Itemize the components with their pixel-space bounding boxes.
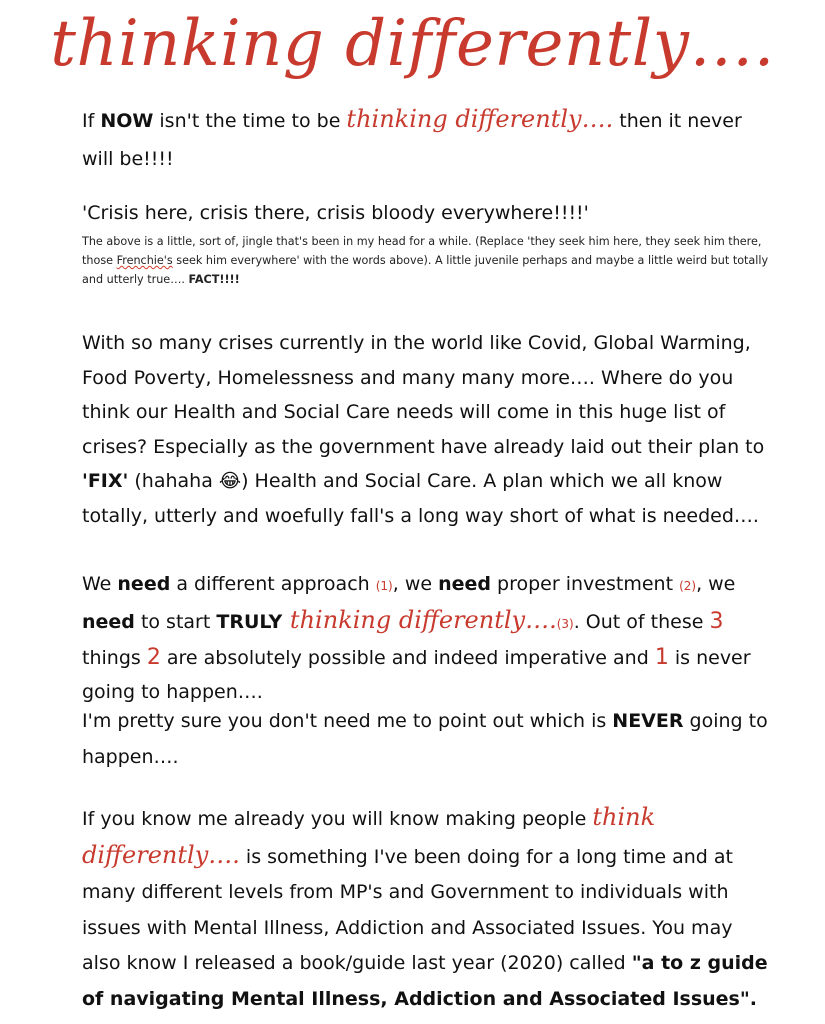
need-start: to start [134,611,217,633]
crises-text-pre: With so many crises currently in the world like Covid, Global Warming, Food Poverty, Homelessness and many many more…. Where do you think our Health and Social Care needs will come in this huge list of crises? Especially as the government have already laid out their plan to [82,332,765,458]
need-number-2: 2 [146,645,161,670]
sure-text-post: going to happen…. [82,710,768,768]
need-are: are absolutely possible and indeed imperative and [160,647,655,669]
need-bold-3: need [82,611,135,633]
intro-text-pre: If [82,110,101,132]
need-we-3: , we [696,573,736,595]
need-we-2: , we [392,573,439,595]
need-ref-1: (1) [375,579,393,593]
intro-now: NOW [100,110,154,132]
need-number-1: 1 [654,645,669,670]
need-truly: TRULY [216,611,283,633]
sure-text-pre: I'm pretty sure you don't need me to point out which is [82,710,613,732]
jingle-note-frenchie: Frenchie's [116,254,173,267]
need-out-of: . Out of these [573,611,710,633]
need-things: things [82,647,147,669]
know-text-pre: If you know me already you will know making people [82,808,593,830]
need-paragraph [82,567,773,709]
need-number-3: 3 [709,609,724,634]
sure-paragraph [82,703,773,775]
jingle-note-post: seek him everywhere' with the words above). A little juvenile perhaps and maybe a little weird but totally and utterly true…. [82,254,769,286]
need-investment: proper investment [491,573,680,595]
jingle-note-pre: The above is a little, sort of, jingle that's been in my head for a while. (Replace 'they seek him here, they seek him there, those [82,235,762,267]
jingle-note [82,232,773,289]
know-think-differently: think differently…. [82,803,656,869]
need-ref-2: (2) [679,579,697,593]
jingle-quote: 'Crisis here, crisis there, crisis bloody everywhere!!!!' [82,202,589,224]
intro-text-mid: isn't the time to be [153,110,347,132]
crises-text-post: Health and Social Care. A plan which we all know totally, utterly and woefully fall's a long way short of what is needed…. [82,470,759,527]
crises-laugh: (hahaha 😂) [128,470,249,492]
know-paragraph [82,800,773,1017]
intro-thinking-differently: thinking differently…. [346,105,614,133]
need-ref-3: (3) [556,617,574,631]
know-text-mid: is something I've been doing for a long time and at many different levels from MP's and Government to individuals with issues with Mental Illness, Addiction and Associated Issues. You may also know I released a book/guide last year (2020) called [82,845,733,974]
crises-paragraph [82,326,773,533]
jingle-note-fact: FACT!!!! [188,273,240,286]
need-never: is never going to happen…. [82,647,751,703]
page-title: thinking differently…. [50,7,775,81]
know-book-title: "a to z guide of navigating Mental Illness, Addiction and Associated Issues". [82,952,768,1010]
need-thinking-differently: thinking differently…. [282,606,557,634]
need-bold-1: need [117,573,171,595]
need-bold-2: need [438,573,491,595]
need-approach: a different approach [170,573,376,595]
crises-fix: 'FIX' [82,470,129,492]
intro-paragraph [82,100,773,178]
intro-text-post: then it never will be!!!! [82,110,742,170]
need-we-1: We [82,573,118,595]
sure-never: NEVER [612,710,684,732]
